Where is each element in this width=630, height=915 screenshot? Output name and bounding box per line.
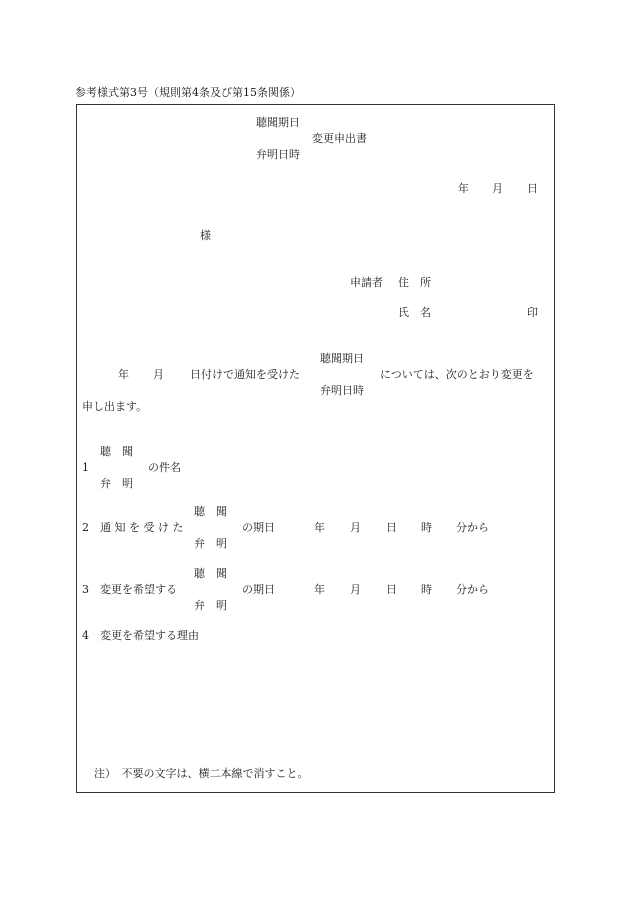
body-option-hearing: 聴聞期日 xyxy=(320,352,364,365)
body-option-explanation: 弁明日時 xyxy=(320,384,364,397)
item3-month-label: 月 xyxy=(350,583,361,596)
item4-label: 変更を希望する理由 xyxy=(100,629,199,642)
date-year-label: 年 xyxy=(458,182,469,195)
item2-month-label: 月 xyxy=(350,521,361,534)
footnote: 注） 不要の文字は、横二本線で消すこと。 xyxy=(94,767,309,780)
item2-hour-label: 時 xyxy=(421,521,432,534)
item1-number: 1 xyxy=(82,461,89,474)
addressee-suffix: 様 xyxy=(200,229,211,242)
body-year-label: 年 xyxy=(118,368,129,381)
item1-option-explanation: 弁 明 xyxy=(100,477,133,490)
item3-day-label: 日 xyxy=(386,583,397,596)
date-month-label: 月 xyxy=(492,182,503,195)
item2-year-label: 年 xyxy=(314,521,325,534)
item2-label: 通 知 を 受 け た xyxy=(100,521,184,534)
body-line2: 申し出ます。 xyxy=(82,400,148,413)
form-heading: 参考様式第3号（規則第4条及び第15条関係） xyxy=(75,86,301,99)
item2-number: 2 xyxy=(82,521,89,534)
body-month-label: 月 xyxy=(153,368,164,381)
item4-number: 4 xyxy=(82,629,89,642)
item1-option-hearing: 聴 聞 xyxy=(100,445,133,458)
item3-option-hearing: 聴 聞 xyxy=(194,567,227,580)
item3-minute-label: 分から xyxy=(456,583,489,596)
applicant-label: 申請者 xyxy=(350,276,383,289)
item3-year-label: 年 xyxy=(314,583,325,596)
body-notice-text: 日付けで通知を受けた xyxy=(190,368,300,381)
title-option-explanation: 弁明日時 xyxy=(256,148,300,161)
item2-option-explanation: 弁 明 xyxy=(194,537,227,550)
item3-number: 3 xyxy=(82,583,89,596)
body-rest-text: については、次のとおり変更を xyxy=(380,368,534,381)
item3-option-explanation: 弁 明 xyxy=(194,599,227,612)
applicant-address-label: 住 所 xyxy=(398,276,431,289)
form-frame xyxy=(76,104,555,793)
title-option-hearing: 聴聞期日 xyxy=(256,116,300,129)
item1-label: の件名 xyxy=(148,461,181,474)
item3-suffix: の期日 xyxy=(242,583,275,596)
item2-option-hearing: 聴 聞 xyxy=(194,505,227,518)
applicant-name-label: 氏 名 xyxy=(398,306,431,319)
item3-hour-label: 時 xyxy=(421,583,432,596)
form-title: 変更申出書 xyxy=(312,132,367,145)
item3-label: 変更を希望する xyxy=(100,583,177,596)
item2-minute-label: 分から xyxy=(456,521,489,534)
date-day-label: 日 xyxy=(527,182,538,195)
item2-day-label: 日 xyxy=(386,521,397,534)
item2-suffix: の期日 xyxy=(242,521,275,534)
seal-mark: 印 xyxy=(527,306,538,319)
